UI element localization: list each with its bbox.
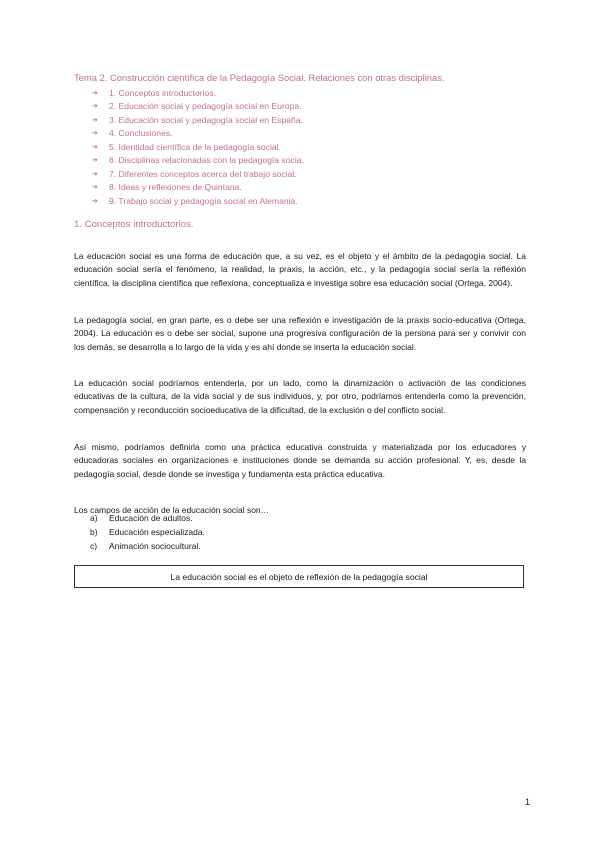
arrow-bullet-icon: ➔: [92, 197, 98, 205]
arrow-bullet-icon: ➔: [92, 170, 98, 178]
toc-item[interactable]: [92, 113, 304, 127]
toc-item-label: 8. Ideas y reflexiones de Quintana.: [109, 182, 242, 193]
arrow-bullet-icon: ➔: [92, 130, 98, 138]
toc-item-label: 3. Educación social y pedagogía social en España.: [109, 114, 303, 125]
table-of-contents: [92, 86, 304, 208]
arrow-bullet-icon: ➔: [92, 143, 98, 151]
list-marker: a): [90, 513, 98, 524]
paragraph: Así mismo, podríamos definirla como una práctica educativa construida y materializada por los educadores y educadoras sociales en organizaciones e instituciones donde se demanda su acción profesional. Y, es, desde la pedagogía social, desde donde se investiga y fundamenta esta práctica educativa.: [74, 441, 526, 479]
list-item: [90, 511, 205, 525]
toc-item-label: 2. Educación social y pedagogía social en Europa.: [109, 101, 302, 112]
toc-item-label: 1. Conceptos introductorios.: [109, 87, 217, 98]
toc-item[interactable]: [92, 194, 304, 208]
fields-list: [90, 511, 205, 554]
toc-item[interactable]: [92, 86, 304, 100]
toc-item[interactable]: [92, 167, 304, 181]
arrow-bullet-icon: ➔: [92, 103, 98, 111]
arrow-bullet-icon: ➔: [92, 89, 98, 97]
list-marker: c): [90, 541, 98, 552]
paragraph: La educación social es una forma de educación que, a su vez, es el objeto y el ámbito de la pedagogía social. La educación social sería el fenómeno, la realidad, la praxis, la acción, etc., y la pedagogía social sería la reflexión científica, la disciplina científica que reflexiona, conceptualiza e investiga sobre esa educación social (Ortega, 2004).: [74, 250, 526, 288]
arrow-bullet-icon: ➔: [92, 184, 98, 192]
toc-item-label: 5. Identidad científica de la pedagogía social.: [109, 141, 281, 152]
callout-box: [74, 565, 524, 588]
document-title: Tema 2. Construcción científica de la Pedagogía Social. Relaciones con otras disciplinas.: [74, 72, 445, 83]
arrow-bullet-icon: ➔: [92, 157, 98, 165]
paragraph: La pedagogía social, en gran parte, es o debe ser una reflexión e investigación de la praxis socio-educativa (Ortega, 2004). La educación es o debe ser social, supone una progresiva configuración de la persona para ser y convivir con los demás, se desarrolla a lo largo de la vida y es ahí donde se inserta la educación social.: [74, 314, 526, 352]
callout-text: La educación social es el objeto de reflexión de la pedagogía social: [170, 571, 428, 582]
toc-item[interactable]: [92, 100, 304, 114]
list-marker: b): [90, 527, 98, 538]
arrow-bullet-icon: ➔: [92, 116, 98, 124]
toc-item[interactable]: [92, 181, 304, 195]
toc-item-label: 4. Conclusiones.: [109, 128, 173, 139]
toc-item[interactable]: [92, 154, 304, 168]
section-heading: 1. Conceptos introductorios.: [74, 219, 194, 230]
toc-item-label: 9. Trabajo social y pedagogía social en Alemania.: [109, 195, 298, 206]
paragraph: La educación social podríamos entenderla, por un lado, como la dinamización o activación de las condiciones educativas de la cultura, de la vida social y de sus individuos, y, por otro, podríamos entenderla como la prevención, compensación y reconducción socioeducativa de la dificultad, de la exclusión o del conflicto social.: [74, 377, 526, 415]
toc-item-label: 6. Disciplinas relacionadas con la pedagogía socia.: [109, 155, 304, 166]
list-item: [90, 539, 205, 553]
list-item-text: Educación de adultos.: [109, 513, 193, 524]
list-item-text: Educación especializada.: [109, 527, 205, 538]
paragraph: Los campos de acción de la educación social son…: [74, 504, 270, 515]
toc-item[interactable]: [92, 127, 304, 141]
toc-item[interactable]: [92, 140, 304, 154]
toc-item-label: 7. Diferentes conceptos acerca del trabajo social.: [109, 168, 297, 179]
page-number: 1: [524, 797, 530, 807]
list-item: [90, 525, 205, 539]
list-item-text: Animación sociocultural.: [109, 541, 201, 552]
